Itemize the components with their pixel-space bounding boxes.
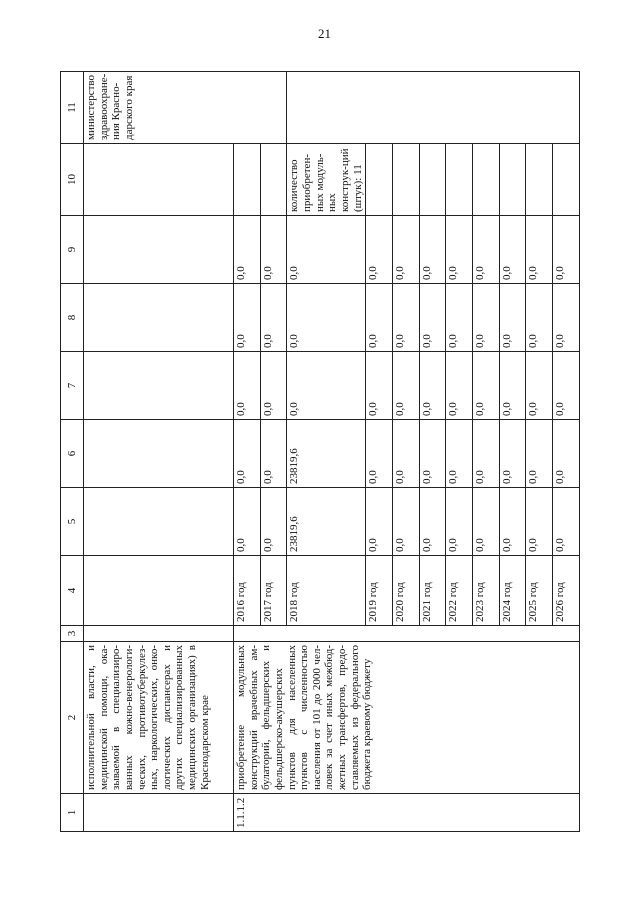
header-cell: 10 (61, 144, 84, 216)
header-cell: 2 (61, 642, 84, 794)
program-table (60, 71, 580, 832)
value-cell: 0,0 (553, 352, 580, 420)
value-cell: 0,0 (526, 216, 553, 284)
year-cell: 2025 год (526, 556, 553, 626)
header-cell: 1 (61, 794, 84, 832)
value-cell: 0,0 (366, 352, 393, 420)
rotated-table-wrapper (60, 72, 580, 832)
value-cell: 0,0 (392, 216, 419, 284)
value-cell: 0,0 (260, 420, 287, 488)
year-cell: 2024 год (499, 556, 526, 626)
value-cell: 0,0 (553, 284, 580, 352)
value-cell: 0,0 (553, 488, 580, 556)
value-cell: 0,0 (446, 488, 473, 556)
value-cell: 0,0 (234, 488, 261, 556)
year-cell: 2022 год (446, 556, 473, 626)
value-cell: 0,0 (499, 488, 526, 556)
value-cell: 0,0 (392, 420, 419, 488)
executor-cell: министерство здравоохране-ния Красно-дарского края (84, 72, 287, 144)
year-cell: 2023 год (473, 556, 500, 626)
value-cell: 0,0 (446, 216, 473, 284)
value-cell: 0,0 (419, 420, 446, 488)
year-cell: 2017 год (260, 556, 287, 626)
table-row (234, 72, 261, 832)
header-cell: 5 (61, 488, 84, 556)
header-cell: 7 (61, 352, 84, 420)
value-cell: 0,0 (526, 284, 553, 352)
value-cell: 0,0 (392, 284, 419, 352)
value-cell: 0,0 (234, 284, 261, 352)
value-cell: 0,0 (366, 216, 393, 284)
value-cell: 0,0 (499, 216, 526, 284)
value-cell: 0,0 (234, 216, 261, 284)
header-cell: 9 (61, 216, 84, 284)
value-cell: 0,0 (553, 216, 580, 284)
value-cell: 0,0 (260, 284, 287, 352)
item-code: 1.1.1.2 (234, 794, 580, 832)
value-cell: 0,0 (473, 420, 500, 488)
value-cell: 0,0 (419, 488, 446, 556)
value-cell: 0,0 (419, 216, 446, 284)
value-cell: 0,0 (260, 352, 287, 420)
header-cell: 4 (61, 556, 84, 626)
year-cell: 2020 год (392, 556, 419, 626)
page-number: 21 (318, 26, 331, 41)
value-cell: 0,0 (392, 352, 419, 420)
value-cell: 0,0 (234, 352, 261, 420)
value-cell: 0,0 (419, 284, 446, 352)
value-cell: 0,0 (526, 420, 553, 488)
value-cell: 0,0 (526, 352, 553, 420)
header-row (61, 72, 84, 832)
value-cell: 0,0 (446, 420, 473, 488)
year-cell: 2019 год (366, 556, 393, 626)
value-cell: 0,0 (287, 216, 366, 284)
value-cell: 0,0 (287, 352, 366, 420)
value-cell: 0,0 (473, 284, 500, 352)
value-cell: 0,0 (419, 352, 446, 420)
value-cell: 0,0 (366, 284, 393, 352)
year-cell: 2018 год (287, 556, 366, 626)
value-cell: 0,0 (553, 420, 580, 488)
header-cell: 3 (61, 626, 84, 642)
continuation-text: исполнительной власти, и медицинской помощи, ока-зываемой в специализиро-ванных кожно-венерологи-ческих, противотуберкулез-ных, наркологических, онко-логических диспансерах и других специализированных медицинских организациях) в Краснодарском крае (84, 642, 234, 794)
value-cell: 0,0 (234, 420, 261, 488)
year-cell: 2026 год (553, 556, 580, 626)
header-cell: 6 (61, 420, 84, 488)
value-cell: 0,0 (392, 488, 419, 556)
value-cell: 23819,6 (287, 420, 366, 488)
value-cell: 23819,6 (287, 488, 366, 556)
value-cell: 0,0 (260, 488, 287, 556)
header-cell: 8 (61, 284, 84, 352)
value-cell: 0,0 (260, 216, 287, 284)
value-cell: 0,0 (446, 284, 473, 352)
item-name: приобретение модульных конструкций врачебных ам-булаторий, фельдшерских и фельдшерско-акушерских пунктов для населенных пунктов с численностью населения от 101 до 2000 чел-ловек за счет иных межбюд-жетных трансфертов, предо-ставляемых из федерального бюджета краевому бюджету (234, 642, 580, 794)
value-cell: 0,0 (473, 488, 500, 556)
value-cell: 0,0 (446, 352, 473, 420)
value-cell: 0,0 (366, 420, 393, 488)
year-cell: 2016 год (234, 556, 261, 626)
value-cell: 0,0 (473, 352, 500, 420)
value-cell: 0,0 (499, 352, 526, 420)
year-cell: 2021 год (419, 556, 446, 626)
value-cell: 0,0 (287, 284, 366, 352)
value-cell: 0,0 (473, 216, 500, 284)
value-cell: 0,0 (499, 420, 526, 488)
header-cell: 11 (61, 72, 84, 144)
continuation-row (84, 72, 234, 832)
value-cell: 0,0 (366, 488, 393, 556)
value-cell: 0,0 (526, 488, 553, 556)
indicator-cell: количество приобретен-ных модуль-ных конструк-ций (штук): 11 (287, 144, 366, 216)
value-cell: 0,0 (499, 284, 526, 352)
